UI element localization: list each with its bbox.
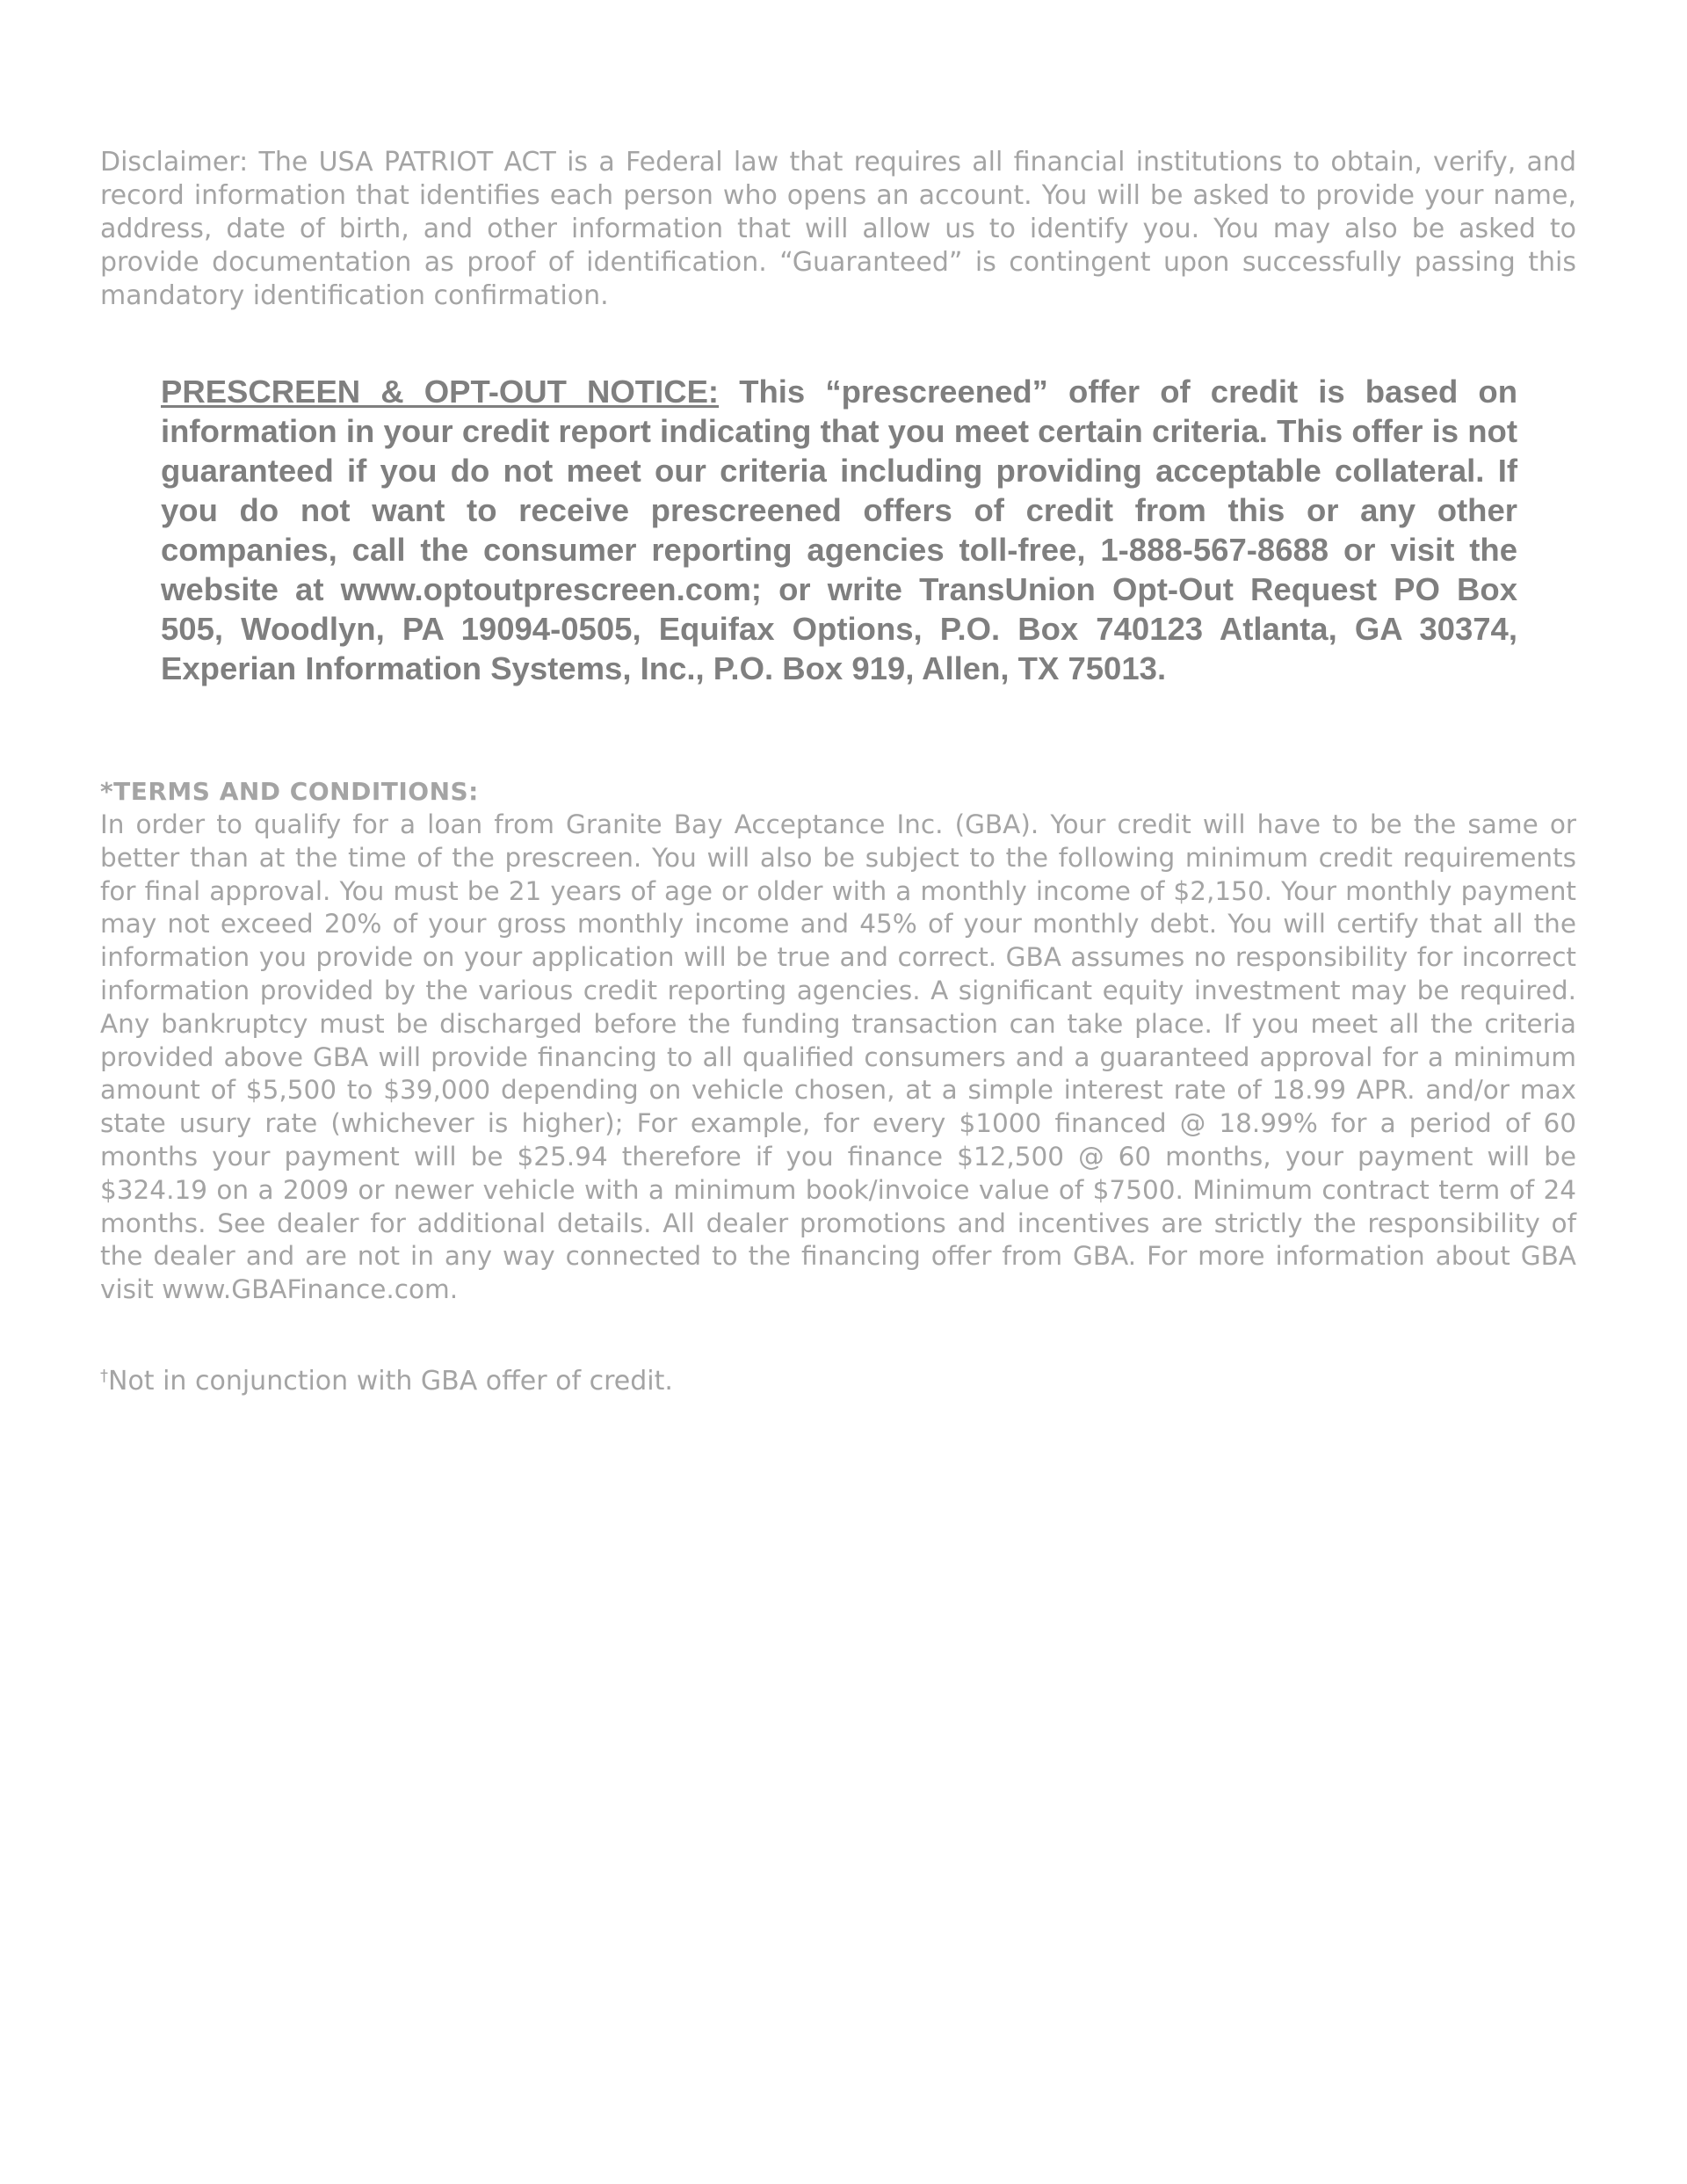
terms-heading: *TERMS AND CONDITIONS:	[100, 777, 479, 806]
terms-body: In order to qualify for a loan from Granite Bay Acceptance Inc. (GBA). Your credit will have to be the same or better than at the time of the prescreen. You will also be subject to the following minimum credit requirements for final approval. You must be 21 years of age or older with a monthly income of $2,150. Your monthly payment may not exceed 20% of your gross monthly income and 45% of your monthly debt. You will certify that all the information you provide on your application will be true and correct. GBA assumes no responsibility for incorrect information provided by the various credit reporting agencies. A significant equity investment may be required. Any bankruptcy must be discharged before the funding transaction can take place. If you meet all the criteria provided above GBA will provide financing to all qualified consumers and a guaranteed approval for a minimum amount of $5,500 to $39,000 depending on vehicle chosen, at a simple interest rate of 18.99 APR. and/or max state usury rate (whichever is higher); For example, for every $1000 financed @ 18.99% for a period of 60 months your payment will be $25.94 therefore if you finance $12,500 @ 60 months, your payment will be $324.19 on a 2009 or newer vehicle with a minimum book/invoice value of $7500. Minimum contract term of 24 months. See dealer for additional details. All dealer promotions and incentives are strictly the responsibility of the dealer and are not in any way connected to the financing offer from GBA. For more information about GBA visit www.GBAFinance.com.	[100, 809, 1576, 1305]
patriot-act-disclaimer: Disclaimer: The USA PATRIOT ACT is a Federal law that requires all financial institutions to obtain, verify, and record information that identifies each person who opens an account. You will be asked to provide your name, address, date of birth, and other information that will allow us to identify you. You may also be asked to provide documentation as proof of identification. “Guaranteed” is contingent upon successfully passing this mandatory identification confirmation.	[100, 147, 1576, 311]
notice-heading: PRESCREEN & OPT-OUT NOTICE:	[161, 374, 720, 410]
prescreen-opt-out-notice	[161, 372, 1517, 688]
footnote	[100, 1365, 673, 1398]
footnote-mark: †	[100, 1367, 108, 1385]
footnote-text: Not in conjunction with GBA offer of credit.	[108, 1366, 673, 1397]
notice-body: This “prescreened” offer of credit is based on information in your credit report indicating that you meet certain criteria. This offer is not guaranteed if you do not meet our criteria including providing acceptable collateral. If you do not want to receive prescreened offers of credit from this or any other companies, call the consumer reporting agencies toll-free, 1-888-567-8688 or visit the website at www.optoutprescreen.com; or write TransUnion Opt-Out Request PO Box 505, Woodlyn, PA 19094-0505, Equifax Options, P.O. Box 740123 Atlanta, GA 30374, Experian Information Systems, Inc., P.O. Box 919, Allen, TX 75013.	[161, 374, 1517, 686]
